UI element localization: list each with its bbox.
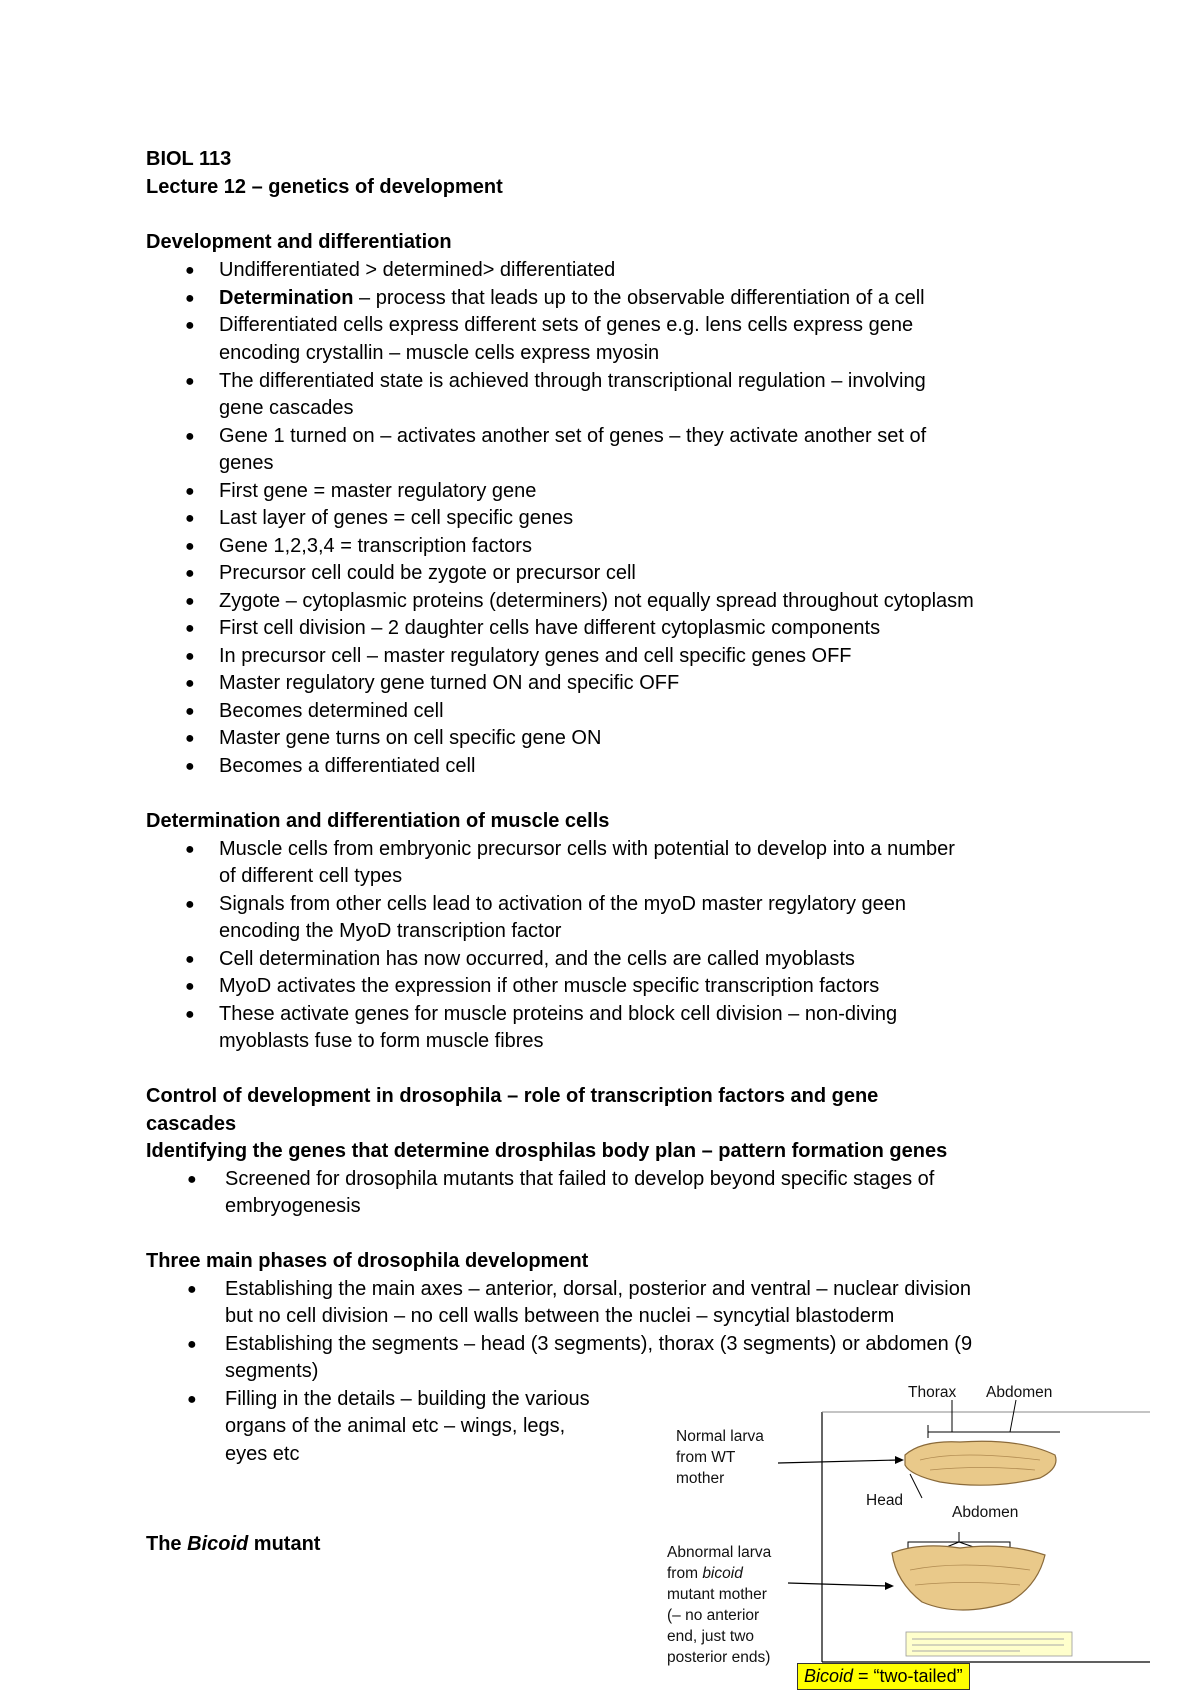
normal-larva [905, 1441, 1056, 1485]
list-item: Last layer of genes = cell specific genes [219, 507, 574, 529]
abnormal-larva [892, 1546, 1045, 1610]
list-item: First gene = master regulatory gene [219, 480, 537, 502]
heading-prefix: The [146, 1533, 188, 1555]
list-item-continued: but no cell division – no cell walls between the nuclei – syncytial blastoderm [225, 1305, 895, 1327]
bullet: ● [187, 1391, 197, 1408]
list-item-continued: eyes etc [225, 1443, 300, 1465]
abn-italic: bicoid [702, 1565, 743, 1582]
abdomen-pointer [1010, 1400, 1016, 1432]
list-item: Establishing the segments – head (3 segments), thorax (3 segments) or abdomen (9 [225, 1333, 973, 1355]
section-heading-continued: cascades [146, 1113, 237, 1135]
thorax-label: Thorax [908, 1384, 957, 1401]
arrowhead [885, 1582, 894, 1590]
normal-larva-label: Normal larva [676, 1428, 764, 1445]
list-item: These activate genes for muscle proteins and block cell division – non-diving [219, 1003, 898, 1025]
bullet: ● [185, 262, 195, 279]
abnormal-larva-arrow [788, 1583, 888, 1586]
list-item: Establishing the main axes – anterior, dorsal, posterior and ventral – nuclear division [225, 1278, 971, 1300]
bullet: ● [185, 483, 195, 500]
abdomen-label-top: Abdomen [986, 1384, 1053, 1401]
normal-larva-arrow [778, 1460, 898, 1463]
lecture-title: Lecture 12 – genetics of development [146, 176, 503, 198]
list-item: First cell division – 2 daughter cells have different cytoplasmic components [219, 617, 881, 639]
list-item: Undifferentiated > determined> differentiated [219, 259, 616, 281]
normal-larva-label: from WT [676, 1449, 736, 1466]
list-item: Filling in the details – building the various [225, 1388, 590, 1410]
abnormal-larva-label: Abnormal larva [667, 1544, 772, 1561]
list-item-continued: gene cascades [219, 397, 354, 419]
bullet: ● [185, 1006, 195, 1023]
section-heading [146, 1531, 320, 1558]
legend-italic: Bicoid [804, 1666, 854, 1686]
bold-term: Determination [219, 287, 354, 309]
abdomen-bracket [908, 1532, 1010, 1548]
bullet: ● [185, 593, 195, 610]
abnormal-larva-label: mutant mother [667, 1586, 767, 1603]
list-item: Master gene turns on cell specific gene ON [219, 727, 602, 749]
bicoid-highlight-label [797, 1663, 970, 1690]
bullet: ● [185, 648, 195, 665]
list-item-continued: of different cell types [219, 865, 403, 887]
abnormal-larva-label: end, just two [667, 1628, 755, 1645]
list-item-continued: encoding crystallin – muscle cells express myosin [219, 342, 660, 364]
legend-text: = “two-tailed” [853, 1666, 963, 1686]
normal-larva-label: mother [676, 1470, 725, 1487]
list-item: Gene 1,2,3,4 = transcription factors [219, 535, 532, 557]
bullet: ● [185, 373, 195, 390]
abdomen-label-mid: Abdomen [952, 1504, 1019, 1521]
list-item: Becomes a differentiated cell [219, 755, 476, 777]
section-heading: Control of development in drosophila – role of transcription factors and gene [146, 1085, 879, 1107]
list-item [219, 285, 925, 312]
bullet: ● [185, 510, 195, 527]
list-item-continued: segments) [225, 1360, 319, 1382]
bullet: ● [185, 978, 195, 995]
arrowhead [895, 1456, 904, 1464]
list-item: Screened for drosophila mutants that failed to develop beyond specific stages of [225, 1168, 935, 1190]
list-item: Master regulatory gene turned ON and specific OFF [219, 672, 680, 694]
abnormal-larva-label: (– no anterior [667, 1607, 760, 1624]
list-item-continued: organs of the animal etc – wings, legs, [225, 1415, 566, 1437]
heading-italic: Bicoid [187, 1533, 249, 1555]
bullet: ● [185, 758, 195, 775]
list-item-continued: genes [219, 452, 274, 474]
list-item: Precursor cell could be zygote or precursor cell [219, 562, 636, 584]
bullet: ● [185, 951, 195, 968]
section-subheading: Identifying the genes that determine drosphilas body plan – pattern formation genes [146, 1140, 948, 1162]
section-heading: Development and differentiation [146, 231, 452, 253]
list-item: Gene 1 turned on – activates another set of genes – they activate another set of [219, 425, 927, 447]
list-item: Muscle cells from embryonic precursor cells with potential to develop into a number [219, 838, 955, 860]
heading-suffix: mutant [248, 1533, 321, 1555]
bullet: ● [185, 538, 195, 555]
list-item-continued: encoding the MyoD transcription factor [219, 920, 562, 942]
head-pointer [910, 1474, 922, 1498]
list-item: MyoD activates the expression if other muscle specific transcription factors [219, 975, 880, 997]
list-item: Differentiated cells express different sets of genes e.g. lens cells express gene [219, 314, 914, 336]
bullet: ● [185, 290, 195, 307]
bullet: ● [187, 1171, 197, 1188]
tiny-caption-box [906, 1632, 1072, 1656]
list-item: In precursor cell – master regulatory genes and cell specific genes OFF [219, 645, 852, 667]
section-heading: Determination and differentiation of muscle cells [146, 810, 610, 832]
course-code: BIOL 113 [146, 148, 232, 170]
bullet: ● [185, 620, 195, 637]
list-item: Cell determination has now occurred, and the cells are called myoblasts [219, 948, 855, 970]
list-item-text: – process that leads up to the observable differentiation of a cell [359, 287, 925, 309]
list-item: Zygote – cytoplasmic proteins (determiners) not equally spread throughout cytoplasm [219, 590, 974, 612]
head-label: Head [866, 1492, 904, 1509]
bullet: ● [185, 675, 195, 692]
abnormal-larva-label: posterior ends) [667, 1649, 771, 1666]
section-heading: Three main phases of drosophila development [146, 1250, 589, 1272]
bullet: ● [187, 1281, 197, 1298]
bullet: ● [185, 565, 195, 582]
abnormal-larva-label [667, 1563, 743, 1584]
bullet: ● [187, 1336, 197, 1353]
list-item: The differentiated state is achieved through transcriptional regulation – involving [219, 370, 926, 392]
bullet: ● [185, 317, 195, 334]
bullet: ● [185, 428, 195, 445]
abn-text: from [667, 1565, 703, 1582]
bullet: ● [185, 841, 195, 858]
list-item-continued: embryogenesis [225, 1195, 361, 1217]
list-item: Becomes determined cell [219, 700, 444, 722]
bullet: ● [185, 896, 195, 913]
bullet: ● [185, 730, 195, 747]
bullet: ● [185, 703, 195, 720]
list-item: Signals from other cells lead to activation of the myoD master regylatory geen [219, 893, 906, 915]
list-item-continued: myoblasts fuse to form muscle fibres [219, 1030, 544, 1052]
